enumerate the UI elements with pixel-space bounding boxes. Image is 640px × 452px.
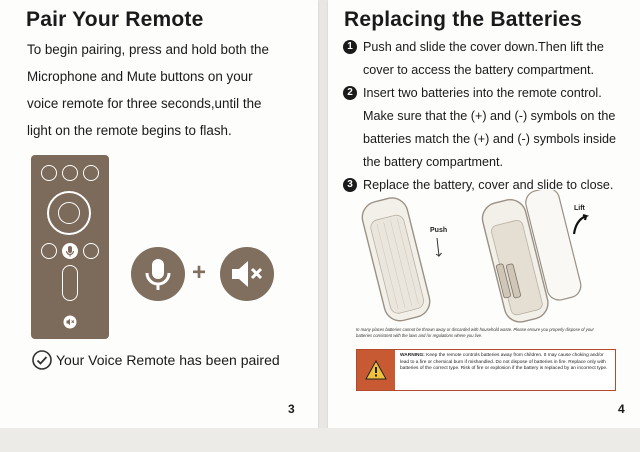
remote-top-button-icon: [62, 165, 78, 181]
intro-line: To begin pairing, press and hold both the: [27, 42, 269, 57]
pair-title: Pair Your Remote: [26, 8, 204, 31]
remote-mute-button-icon: [63, 315, 77, 329]
batteries-title: Replacing the Batteries: [344, 8, 582, 31]
remote-ok-button-icon: [58, 202, 80, 224]
warning-heading: WARNING:: [400, 353, 425, 358]
step-line: Replace the battery, cover and slide to close.: [363, 178, 614, 192]
remote-volume-rocker-icon: [62, 265, 78, 301]
intro-line: light on the remote begins to flash.: [27, 123, 232, 138]
remote-home-button-icon: [83, 243, 99, 259]
mute-button-icon: [220, 247, 274, 301]
remote-open-compartment-icon: [479, 190, 587, 324]
battery-steps: [343, 36, 633, 197]
left-page: [0, 0, 318, 428]
plus-sign: +: [192, 259, 207, 286]
warning-text: [395, 350, 615, 390]
step-item: [343, 82, 633, 174]
step-line: cover to access the battery compartment.: [363, 63, 594, 77]
step-number-badge: 1: [343, 40, 357, 54]
microphone-button-icon: [131, 247, 185, 301]
battery-replacement-illustration: [352, 190, 612, 324]
remote-top-button-icon: [41, 165, 57, 181]
remote-top-button-icon: [83, 165, 99, 181]
step-line: Make sure that the (+) and (-) symbols on the: [363, 109, 616, 123]
remote-back-push-icon: [359, 195, 433, 324]
right-page: [328, 0, 640, 428]
step-line: Push and slide the cover down.Then lift the: [363, 40, 604, 54]
warning-box: [356, 349, 616, 391]
lift-arrow-icon: [574, 215, 586, 234]
step-number-badge: 3: [343, 178, 357, 192]
check-circle-icon: [32, 350, 52, 370]
step-line: Insert two batteries into the remote control.: [363, 86, 602, 100]
disposal-caption: In many places batteries cannot be thrown away or discarded with household waste. Please ensure you properly dispose of your batteries consistent with the laws and /or regulations where you live.: [356, 327, 594, 338]
page-number: 4: [618, 402, 625, 416]
remote-dpad-icon: [47, 191, 91, 235]
remote-illustration: [31, 155, 109, 339]
lift-label: Lift: [574, 205, 585, 212]
push-arrow-icon: [436, 238, 442, 256]
page-number: 3: [288, 402, 295, 416]
pair-instructions: [27, 36, 312, 144]
step-line: the battery compartment.: [363, 155, 503, 169]
warning-triangle-icon: [357, 350, 395, 390]
remote-back-button-icon: [41, 243, 57, 259]
step-line: batteries match the (+) and (-) symbols inside: [363, 132, 617, 146]
step-number-badge: 2: [343, 86, 357, 100]
remote-mic-button-icon: [61, 242, 79, 260]
push-label: Push: [430, 227, 448, 234]
paired-text: Your Voice Remote has been paired: [56, 352, 280, 368]
paired-confirmation: [32, 348, 280, 372]
intro-line: Microphone and Mute buttons on your: [27, 69, 253, 84]
intro-line: voice remote for three seconds,until the: [27, 96, 262, 111]
warning-body: Keep the remote controls batteries away from children. It may cause choking and/or lead to a fire or chemical burn if mishandled. Do not dispose of batteries in fire. Replace only with batteries of the correct type. Risk of fire or explosion if the battery is replaced by an incorrect type.: [400, 353, 608, 372]
bottom-margin: [0, 428, 640, 452]
step-item: [343, 36, 633, 82]
